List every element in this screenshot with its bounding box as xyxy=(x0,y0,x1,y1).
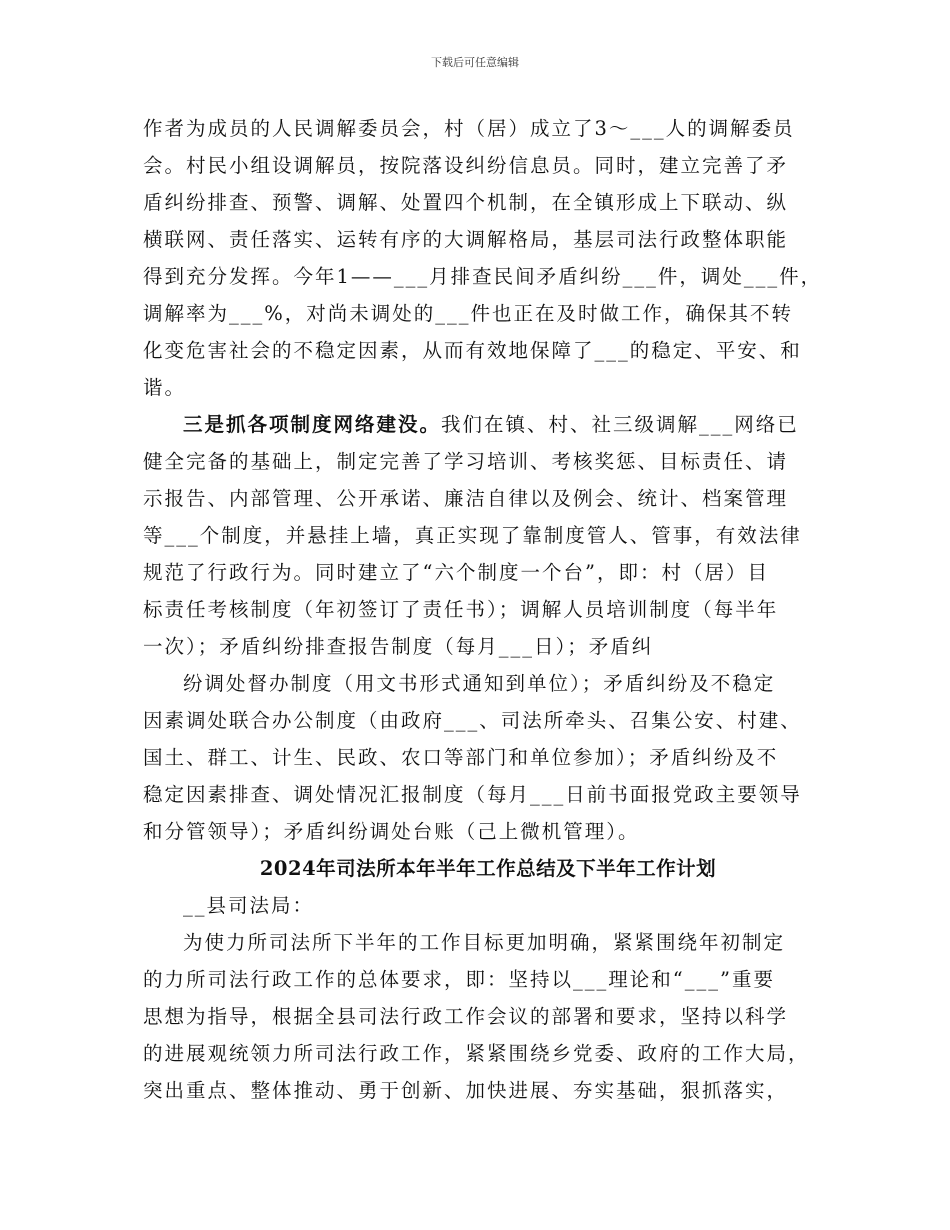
section-heading: 三是抓各项制度网络建没。 xyxy=(183,413,442,436)
body-line: 调解率为___%，对尚未调处的___件也正在及时做工作，确保其不转 xyxy=(143,302,794,325)
body-line: 健全完备的基础上，制定完善了学习培训、考核奖惩、目标责任、请 xyxy=(143,450,789,473)
body-line: 盾纠纷排查、预警、调解、处置四个机制，在全镇形成上下联动、纵 xyxy=(143,191,789,214)
section-paragraph-start xyxy=(143,406,813,443)
body-line: 思想为指导，根据全县司法行政工作会议的部署和要求，坚持以科学 xyxy=(143,1005,789,1028)
body-line: 国土、群工、计生、民政、农口等部门和单位参加）；矛盾纠纷及不 xyxy=(143,746,779,769)
body-line: 和分管领导）；矛盾纠纷调处台账（己上微机管理）。 xyxy=(143,820,640,843)
document-title: 2024年司法所本年半年工作总结及下半年工作计划 xyxy=(259,857,717,880)
body-line: 因素调处联合办公制度（由政府___、司法所牵头、召集公安、村建、 xyxy=(143,709,802,732)
body-line: 规范了行政行为。同时建立了“六个制度一个台”，即：村（居）目 xyxy=(143,561,769,584)
body-text: 我们在镇、村、社三级调解___网络已 xyxy=(441,413,799,436)
body-line: 等___个制度，并悬挂上墙，真正实现了靠制度管人、管事，有效法律 xyxy=(143,524,802,547)
body-line: 作者为成员的人民调解委员会，村（居）成立了3～___人的调解委员 xyxy=(143,117,795,140)
body-line: 的进展观统领力所司法行政工作，紧紧围绕乡党委、政府的工作大局， xyxy=(143,1042,810,1065)
body-line: 标责任考核制度（年初签订了责任书）；调解人员培训制度（每半年 xyxy=(143,598,779,621)
document-body xyxy=(143,110,823,1109)
body-line: 的力所司法行政工作的总体要求，即：坚持以___理论和“___”重要 xyxy=(143,968,775,991)
body-line: 谐。 xyxy=(143,376,187,399)
body-line: 一次）；矛盾纠纷排查报告制度（每月___日）；矛盾纠 xyxy=(143,635,654,658)
body-line: 突出重点、整体推动、勇于创新、加快进展、夯实基础，狠抓落实， xyxy=(143,1079,789,1102)
salutation: __县司法局： xyxy=(183,894,315,917)
body-line: 横联网、责任落实、运转有序的大调解格局，基层司法行政整体职能 xyxy=(143,228,789,251)
body-line: 会。村民小组设调解员，按院落设纠纷信息员。同时，建立完善了矛 xyxy=(143,154,789,177)
body-line: 稳定因素排查、调处情况汇报制度（每月___日前书面报党政主要领导 xyxy=(143,783,802,806)
body-line: 示报告、内部管理、公开承诺、廉洁自律以及例会、统计、档案管理 xyxy=(143,487,789,510)
body-line: 得到充分发挥。今年1——___月排查民间矛盾纠纷___件，调处___件， xyxy=(143,265,823,288)
body-line: 为使力所司法所下半年的工作目标更加明确，紧紧围绕年初制定 xyxy=(183,931,786,954)
page-header: 下载后可任意编辑 xyxy=(431,56,519,69)
body-line: 纷调处督办制度（用文书形式通知到单位）；矛盾纠纷及不稳定 xyxy=(183,672,776,695)
body-line: 化变危害社会的不稳定因素，从而有效地保障了___的稳定、平安、和 xyxy=(143,339,802,362)
